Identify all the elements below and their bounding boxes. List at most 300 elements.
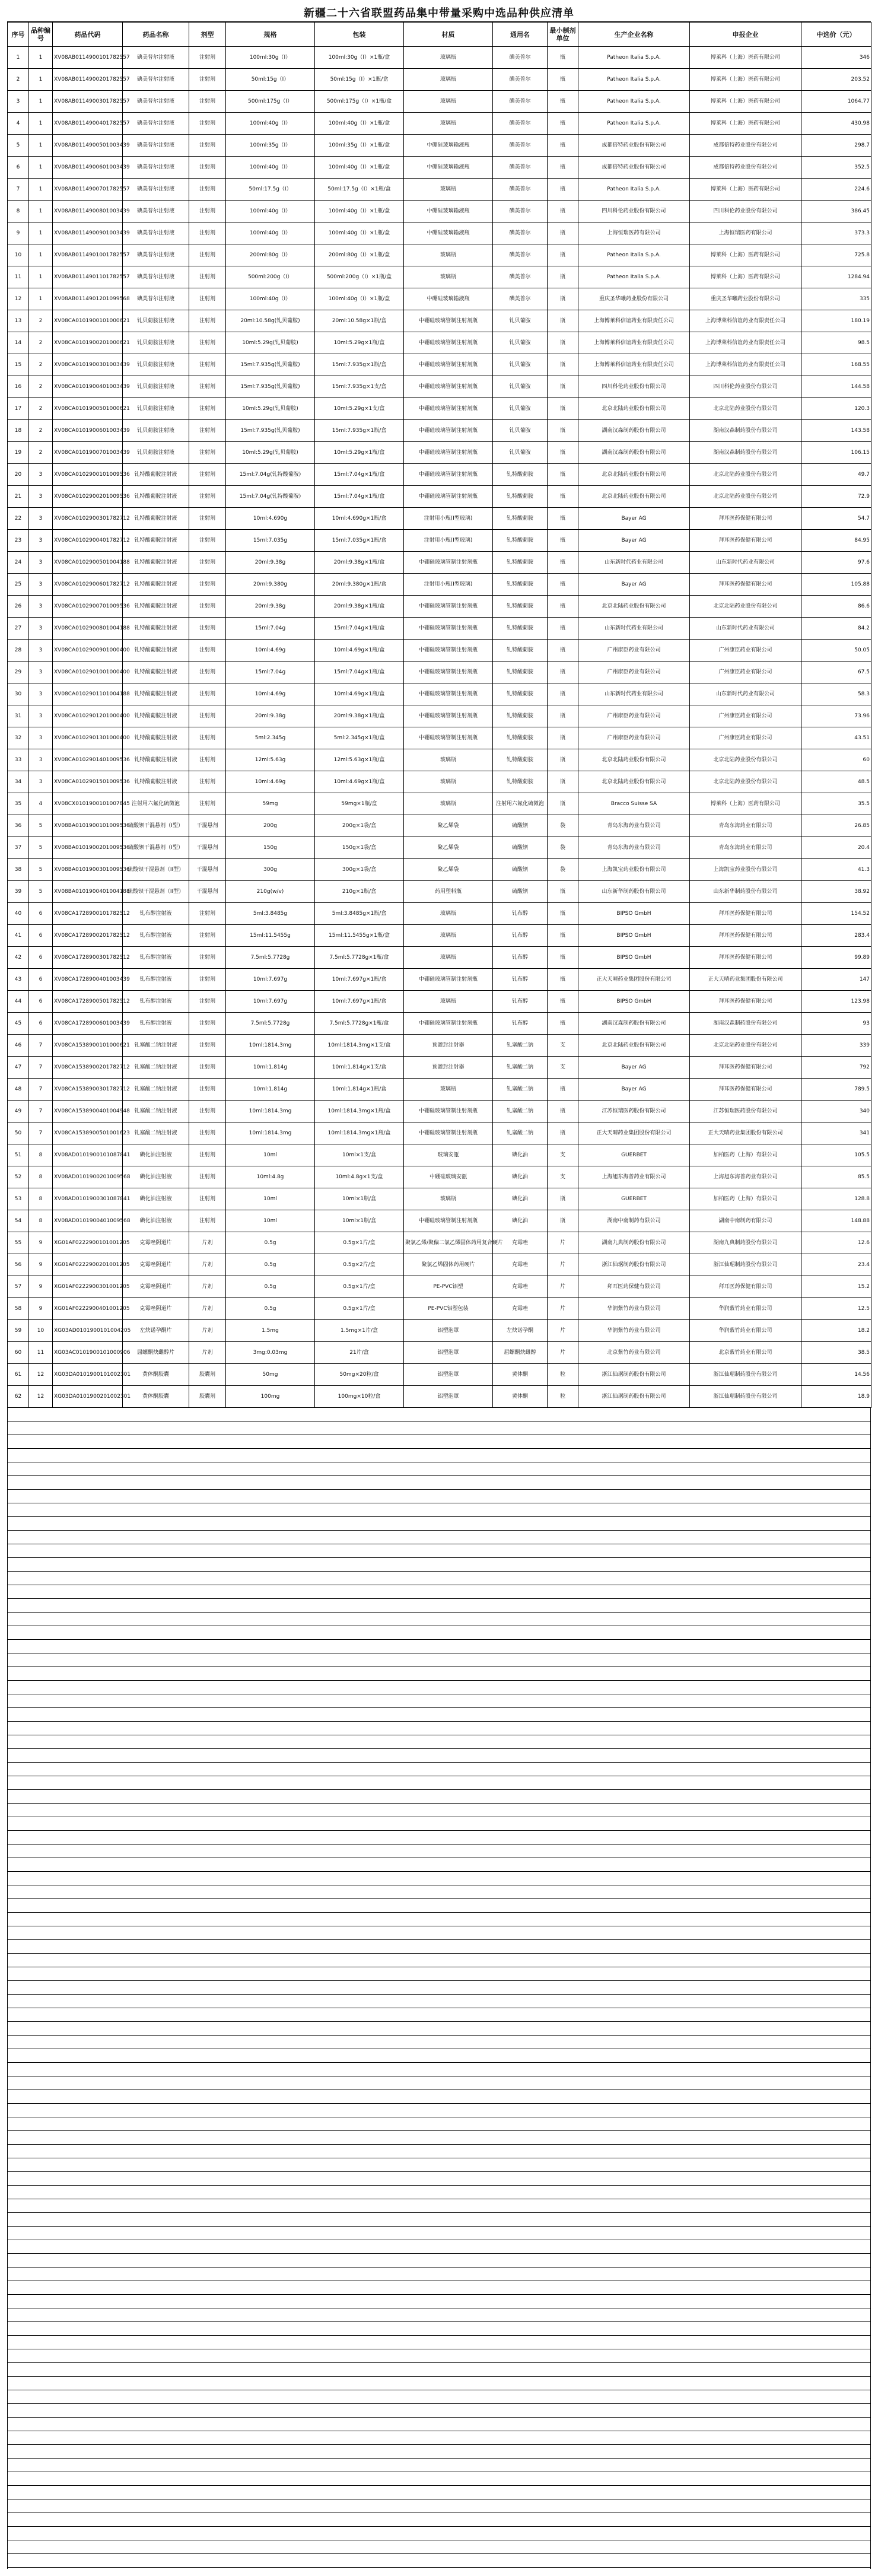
cell-generic-name: 钆贝葡胺	[493, 398, 548, 420]
cell-specification: 10ml	[226, 1144, 315, 1166]
cell-price: 18.9	[801, 1386, 871, 1408]
cell-price: 283.4	[801, 925, 871, 947]
cell-drug-name: 钆特酸葡胺注射液	[123, 508, 189, 530]
cell-drug-name: 钆贝葡胺注射液	[123, 354, 189, 376]
cell-material: 玻璃瓶	[404, 793, 493, 815]
cell-min-unit: 瓶	[548, 947, 578, 969]
cell-dosage-form: 注射剂	[189, 91, 226, 113]
cell-index: 55	[8, 1232, 29, 1254]
cell-price: 792	[801, 1057, 871, 1079]
cell-dosage-form: 注射剂	[189, 354, 226, 376]
cell-variety-no: 8	[29, 1166, 53, 1188]
cell-material: 玻璃瓶	[404, 91, 493, 113]
cell-price: 97.6	[801, 552, 871, 574]
cell-package: 10ml×1瓶/盒	[315, 1188, 404, 1210]
cell-manufacturer: Patheon Italia S.p.A.	[578, 266, 690, 288]
header-generic-name: 通用名	[493, 23, 548, 47]
cell-price: 41.3	[801, 859, 871, 881]
cell-index: 6	[8, 157, 29, 179]
cell-manufacturer: Bayer AG	[578, 1079, 690, 1101]
cell-min-unit: 瓶	[548, 662, 578, 683]
table-row	[8, 837, 871, 859]
cell-generic-name: 碘美普尔	[493, 222, 548, 244]
cell-manufacturer: Patheon Italia S.p.A.	[578, 244, 690, 266]
cell-manufacturer: 湖南汉森制药股份有限公司	[578, 1013, 690, 1035]
cell-package: 7.5ml:5.7728g×1瓶/盒	[315, 947, 404, 969]
cell-dosage-form: 注射剂	[189, 771, 226, 793]
cell-min-unit: 瓶	[548, 925, 578, 947]
cell-applicant: 山东新时代药业有限公司	[690, 552, 801, 574]
table-row	[8, 376, 871, 398]
cell-manufacturer: 北京北陆药业股份有限公司	[578, 749, 690, 771]
cell-applicant: 四川科伦药业股份有限公司	[690, 201, 801, 222]
cell-drug-name: 碘美普尔注射液	[123, 222, 189, 244]
table-row	[8, 310, 871, 332]
cell-package: 10ml:4.690g×1瓶/盒	[315, 508, 404, 530]
cell-drug-code: XV08AB0114901001782557	[53, 244, 123, 266]
cell-dosage-form: 注射剂	[189, 1166, 226, 1188]
cell-package: 10ml:1.814g×1瓶/盒	[315, 1079, 404, 1101]
cell-specification: 100ml:40g（I）	[226, 113, 315, 135]
cell-specification: 15ml:11.5455g	[226, 925, 315, 947]
cell-generic-name: 钆特酸葡胺	[493, 662, 548, 683]
cell-drug-code: XG03AD0101900101004205	[53, 1320, 123, 1342]
table-row	[8, 1320, 871, 1342]
cell-manufacturer: 上海凯宝药业股份有限公司	[578, 859, 690, 881]
cell-specification: 3mg:0.03mg	[226, 1342, 315, 1364]
cell-dosage-form: 干混悬剂	[189, 837, 226, 859]
cell-drug-name: 钆贝葡胺注射液	[123, 442, 189, 464]
cell-drug-code: XV08CA0102900401782712	[53, 530, 123, 552]
cell-specification: 10ml:5.29g(钆贝葡胺)	[226, 442, 315, 464]
table-row	[8, 201, 871, 222]
cell-material: 中硼硅玻璃管制注射剂瓶	[404, 464, 493, 486]
cell-variety-no: 7	[29, 1122, 53, 1144]
cell-package: 15ml:7.935g×1瓶/盒	[315, 420, 404, 442]
cell-applicant: 博莱科（上海）医药有限公司	[690, 244, 801, 266]
cell-dosage-form: 注射剂	[189, 1188, 226, 1210]
cell-specification: 0.5g	[226, 1276, 315, 1298]
cell-applicant: 山东新时代药业有限公司	[690, 618, 801, 640]
cell-generic-name: 钆塞酸二钠	[493, 1057, 548, 1079]
cell-package: 10ml:4.69g×1瓶/盒	[315, 683, 404, 705]
cell-min-unit: 瓶	[548, 266, 578, 288]
cell-manufacturer: 华润紫竹药业有限公司	[578, 1298, 690, 1320]
cell-drug-name: 碘美普尔注射液	[123, 266, 189, 288]
cell-min-unit: 支	[548, 1035, 578, 1057]
cell-applicant: 青岛东海药业有限公司	[690, 815, 801, 837]
cell-specification: 50ml:17.5g（I）	[226, 179, 315, 201]
table-row	[8, 1386, 871, 1408]
header-applicant: 申报企业	[690, 23, 801, 47]
cell-drug-code: XV08CA0102901301000400	[53, 727, 123, 749]
cell-index: 7	[8, 179, 29, 201]
cell-generic-name: 碘化油	[493, 1166, 548, 1188]
cell-min-unit: 瓶	[548, 398, 578, 420]
cell-dosage-form: 注射剂	[189, 947, 226, 969]
cell-index: 1	[8, 47, 29, 69]
cell-dosage-form: 干混悬剂	[189, 815, 226, 837]
cell-package: 20ml:9.380g×1瓶/盒	[315, 574, 404, 596]
cell-generic-name: 钆贝葡胺	[493, 332, 548, 354]
cell-material: 玻璃瓶	[404, 179, 493, 201]
table-row	[8, 640, 871, 662]
cell-price: 430.98	[801, 113, 871, 135]
cell-drug-name: 碘美普尔注射液	[123, 157, 189, 179]
cell-variety-no: 9	[29, 1232, 53, 1254]
cell-drug-code: XV08CA0101900601003439	[53, 420, 123, 442]
cell-specification: 10ml:1814.3mg	[226, 1035, 315, 1057]
cell-min-unit: 瓶	[548, 376, 578, 398]
cell-specification: 10ml:1814.3mg	[226, 1101, 315, 1122]
cell-index: 10	[8, 244, 29, 266]
cell-index: 49	[8, 1101, 29, 1122]
cell-specification: 7.5ml:5.7728g	[226, 1013, 315, 1035]
cell-min-unit: 瓶	[548, 332, 578, 354]
cell-specification: 10ml:1.814g	[226, 1057, 315, 1079]
cell-generic-name: 钆布醇	[493, 991, 548, 1013]
cell-applicant: 青岛东海药业有限公司	[690, 837, 801, 859]
cell-specification: 200ml:80g（I）	[226, 244, 315, 266]
cell-drug-code: XV08CA0102900101009536	[53, 464, 123, 486]
cell-min-unit: 瓶	[548, 596, 578, 618]
cell-package: 15ml:7.935g×1瓶/盒	[315, 354, 404, 376]
cell-specification: 100ml:35g（I）	[226, 135, 315, 157]
cell-min-unit: 瓶	[548, 1013, 578, 1035]
cell-material: 聚乙烯袋	[404, 815, 493, 837]
cell-generic-name: 钆特酸葡胺	[493, 771, 548, 793]
cell-min-unit: 瓶	[548, 113, 578, 135]
cell-package: 10ml:1814.3mg×1瓶/盒	[315, 1101, 404, 1122]
cell-drug-name: 碘美普尔注射液	[123, 288, 189, 310]
cell-generic-name: 碘美普尔	[493, 91, 548, 113]
cell-variety-no: 1	[29, 179, 53, 201]
cell-package: 100ml:40g（I）×1瓶/盒	[315, 113, 404, 135]
cell-package: 20ml:10.58g×1瓶/盒	[315, 310, 404, 332]
cell-package: 15ml:7.035g×1瓶/盒	[315, 530, 404, 552]
cell-dosage-form: 片剂	[189, 1342, 226, 1364]
cell-min-unit: 瓶	[548, 69, 578, 91]
cell-variety-no: 12	[29, 1386, 53, 1408]
cell-generic-name: 硫酸钡	[493, 859, 548, 881]
cell-manufacturer: 广州康臣药业有限公司	[578, 727, 690, 749]
cell-variety-no: 7	[29, 1035, 53, 1057]
cell-applicant: 正大天晴药业集团股份有限公司	[690, 969, 801, 991]
cell-manufacturer: 北京北陆药业股份有限公司	[578, 771, 690, 793]
cell-applicant: 拜耳医药保健有限公司	[690, 1276, 801, 1298]
cell-applicant: 加柏医药（上海）有限公司	[690, 1188, 801, 1210]
cell-drug-name: 碘化油注射液	[123, 1144, 189, 1166]
cell-price: 54.7	[801, 508, 871, 530]
cell-min-unit: 瓶	[548, 288, 578, 310]
cell-applicant: 四川科伦药业股份有限公司	[690, 376, 801, 398]
cell-applicant: 广州康臣药业有限公司	[690, 662, 801, 683]
cell-price: 12.6	[801, 1232, 871, 1254]
table-row	[8, 903, 871, 925]
cell-drug-code: XV08CA0102900301782712	[53, 508, 123, 530]
cell-package: 500ml:200g（I）×1瓶/盒	[315, 266, 404, 288]
cell-drug-code: XV08CA0101900201000621	[53, 332, 123, 354]
cell-material: 中硼硅玻璃管制注射剂瓶	[404, 1101, 493, 1122]
cell-package: 59mg×1瓶/盒	[315, 793, 404, 815]
cell-drug-code: XG03AC0101900101000906	[53, 1342, 123, 1364]
table-row	[8, 244, 871, 266]
cell-drug-name: 碘化油注射液	[123, 1188, 189, 1210]
cell-index: 26	[8, 596, 29, 618]
cell-price: 352.5	[801, 157, 871, 179]
cell-drug-code: XV08CA1538900101000621	[53, 1035, 123, 1057]
cell-price: 346	[801, 47, 871, 69]
cell-applicant: 上海博莱科信谊药业有限责任公司	[690, 332, 801, 354]
header-min-unit: 最小制剂单位	[548, 23, 578, 47]
cell-package: 10ml:5.29g×1支/盒	[315, 398, 404, 420]
cell-drug-code: XV08CA0102900601782712	[53, 574, 123, 596]
cell-min-unit: 瓶	[548, 244, 578, 266]
cell-min-unit: 瓶	[548, 222, 578, 244]
cell-generic-name: 钆特酸葡胺	[493, 464, 548, 486]
table-row	[8, 683, 871, 705]
cell-price: 60	[801, 749, 871, 771]
table-row	[8, 1210, 871, 1232]
cell-dosage-form: 注射剂	[189, 552, 226, 574]
cell-applicant: 加柏医药（上海）有限公司	[690, 1144, 801, 1166]
cell-min-unit: 支	[548, 1057, 578, 1079]
cell-material: 玻璃瓶	[404, 1079, 493, 1101]
cell-material: 中硼硅玻璃管制注射剂瓶	[404, 705, 493, 727]
cell-generic-name: 钆特酸葡胺	[493, 574, 548, 596]
cell-manufacturer: 上海旭东海普药业有限公司	[578, 1166, 690, 1188]
cell-index: 15	[8, 354, 29, 376]
cell-price: 1064.77	[801, 91, 871, 113]
cell-manufacturer: Bayer AG	[578, 508, 690, 530]
cell-manufacturer: 正大天晴药业集团股份有限公司	[578, 969, 690, 991]
cell-price: 105.88	[801, 574, 871, 596]
cell-manufacturer: 江苏恒瑞医药股份有限公司	[578, 1101, 690, 1122]
cell-price: 73.96	[801, 705, 871, 727]
cell-generic-name: 碘美普尔	[493, 113, 548, 135]
table-row	[8, 1101, 871, 1122]
cell-price: 98.5	[801, 332, 871, 354]
table-row	[8, 288, 871, 310]
cell-package: 15ml:7.04g×1瓶/盒	[315, 464, 404, 486]
cell-index: 5	[8, 135, 29, 157]
cell-index: 20	[8, 464, 29, 486]
cell-specification: 500ml:175g（I）	[226, 91, 315, 113]
table-row	[8, 1254, 871, 1276]
cell-generic-name: 钆布醇	[493, 969, 548, 991]
cell-dosage-form: 片剂	[189, 1254, 226, 1276]
cell-drug-name: 钆布醇注射液	[123, 969, 189, 991]
cell-package: 100ml:40g（I）×1瓶/盒	[315, 201, 404, 222]
cell-manufacturer: 北京北陆药业股份有限公司	[578, 486, 690, 508]
cell-material: 玻璃瓶	[404, 903, 493, 925]
cell-drug-name: 硫酸钡干混悬剂（II型）	[123, 881, 189, 903]
cell-index: 9	[8, 222, 29, 244]
cell-generic-name: 碘化油	[493, 1188, 548, 1210]
cell-variety-no: 2	[29, 442, 53, 464]
cell-drug-name: 钆塞酸二钠注射液	[123, 1035, 189, 1057]
cell-dosage-form: 片剂	[189, 1276, 226, 1298]
cell-material: 中硼硅玻璃管制注射剂瓶	[404, 376, 493, 398]
cell-variety-no: 8	[29, 1144, 53, 1166]
header-package: 包装	[315, 23, 404, 47]
table-row	[8, 662, 871, 683]
cell-manufacturer: 北京北陆药业股份有限公司	[578, 1035, 690, 1057]
cell-drug-code: XV08AB0114900701782557	[53, 179, 123, 201]
cell-index: 58	[8, 1298, 29, 1320]
cell-price: 106.15	[801, 442, 871, 464]
cell-generic-name: 钆布醇	[493, 1013, 548, 1035]
cell-variety-no: 3	[29, 640, 53, 662]
cell-material: 中硼硅玻璃管制注射剂瓶	[404, 727, 493, 749]
cell-applicant: 山东新华制药股份有限公司	[690, 881, 801, 903]
cell-variety-no: 3	[29, 749, 53, 771]
cell-dosage-form: 注射剂	[189, 113, 226, 135]
cell-drug-name: 克霉唑阴道片	[123, 1298, 189, 1320]
cell-variety-no: 1	[29, 244, 53, 266]
cell-generic-name: 克霉唑	[493, 1298, 548, 1320]
cell-specification: 12ml:5.63g	[226, 749, 315, 771]
cell-drug-name: 碘美普尔注射液	[123, 69, 189, 91]
cell-material: 中硼硅玻璃输液瓶	[404, 135, 493, 157]
cell-price: 180.19	[801, 310, 871, 332]
cell-price: 224.6	[801, 179, 871, 201]
cell-price: 26.85	[801, 815, 871, 837]
cell-drug-name: 钆特酸葡胺注射液	[123, 552, 189, 574]
cell-index: 29	[8, 662, 29, 683]
cell-material: 铝塑泡罩	[404, 1364, 493, 1386]
cell-index: 39	[8, 881, 29, 903]
cell-dosage-form: 注射剂	[189, 969, 226, 991]
cell-min-unit: 粒	[548, 1364, 578, 1386]
cell-specification: 20ml:9.38g	[226, 596, 315, 618]
cell-applicant: 浙江仙琚制药股份有限公司	[690, 1364, 801, 1386]
cell-variety-no: 3	[29, 618, 53, 640]
cell-drug-code: XV08CA0102901201000400	[53, 705, 123, 727]
cell-index: 46	[8, 1035, 29, 1057]
cell-min-unit: 瓶	[548, 135, 578, 157]
table-row	[8, 1144, 871, 1166]
cell-generic-name: 碘美普尔	[493, 135, 548, 157]
cell-package: 10ml:1.814g×1支/盒	[315, 1057, 404, 1079]
cell-applicant: 北京紫竹药业有限公司	[690, 1342, 801, 1364]
cell-material: 中硼硅玻璃输液瓶	[404, 222, 493, 244]
cell-drug-code: XV08CA0101900301003439	[53, 354, 123, 376]
cell-index: 31	[8, 705, 29, 727]
cell-drug-code: XV08CA1728900301782512	[53, 947, 123, 969]
cell-price: 93	[801, 1013, 871, 1035]
cell-index: 23	[8, 530, 29, 552]
cell-dosage-form: 注射剂	[189, 464, 226, 486]
cell-variety-no: 6	[29, 969, 53, 991]
cell-drug-name: 钆特酸葡胺注射液	[123, 530, 189, 552]
cell-variety-no: 9	[29, 1254, 53, 1276]
cell-applicant: 北京北陆药业股份有限公司	[690, 1035, 801, 1057]
cell-drug-name: 钆布醇注射液	[123, 1013, 189, 1035]
cell-generic-name: 钆特酸葡胺	[493, 508, 548, 530]
cell-dosage-form: 注射剂	[189, 486, 226, 508]
cell-variety-no: 7	[29, 1079, 53, 1101]
cell-manufacturer: 浙江仙琚制药股份有限公司	[578, 1364, 690, 1386]
table-row	[8, 1364, 871, 1386]
cell-index: 13	[8, 310, 29, 332]
cell-applicant: 北京北陆药业股份有限公司	[690, 486, 801, 508]
table-row	[8, 1342, 871, 1364]
cell-manufacturer: 山东新华制药股份有限公司	[578, 881, 690, 903]
cell-min-unit: 片	[548, 1298, 578, 1320]
cell-price: 203.52	[801, 69, 871, 91]
cell-applicant: 成都倍特药业股份有限公司	[690, 157, 801, 179]
cell-index: 37	[8, 837, 29, 859]
cell-min-unit: 瓶	[548, 1188, 578, 1210]
cell-material: 聚乙烯袋	[404, 859, 493, 881]
cell-applicant: 博莱科（上海）医药有限公司	[690, 113, 801, 135]
cell-drug-name: 钆特酸葡胺注射液	[123, 618, 189, 640]
cell-drug-code: XG03DA0101900101002301	[53, 1364, 123, 1386]
cell-manufacturer: 拜耳医药保健有限公司	[578, 1276, 690, 1298]
cell-drug-code: XG01AF0222900101001205	[53, 1232, 123, 1254]
cell-index: 51	[8, 1144, 29, 1166]
cell-generic-name: 硫酸钡	[493, 815, 548, 837]
cell-specification: 7.5ml:5.7728g	[226, 947, 315, 969]
cell-index: 3	[8, 91, 29, 113]
cell-generic-name: 钆塞酸二钠	[493, 1035, 548, 1057]
cell-material: 中硼硅玻璃管制注射剂瓶	[404, 398, 493, 420]
cell-package: 7.5ml:5.7728g×1瓶/盒	[315, 1013, 404, 1035]
cell-generic-name: 硫酸钡	[493, 881, 548, 903]
cell-specification: 100ml:40g（I）	[226, 201, 315, 222]
table-row	[8, 793, 871, 815]
cell-material: 中硼硅玻璃输液瓶	[404, 288, 493, 310]
header-drug-code: 药品代码	[53, 23, 123, 47]
cell-min-unit: 瓶	[548, 442, 578, 464]
cell-price: 298.7	[801, 135, 871, 157]
cell-manufacturer: 山东新时代药业有限公司	[578, 552, 690, 574]
cell-variety-no: 1	[29, 266, 53, 288]
cell-price: 148.88	[801, 1210, 871, 1232]
cell-variety-no: 6	[29, 991, 53, 1013]
cell-drug-name: 碘美普尔注射液	[123, 47, 189, 69]
cell-specification: 15ml:7.04g	[226, 618, 315, 640]
cell-price: 789.5	[801, 1079, 871, 1101]
cell-price: 23.4	[801, 1254, 871, 1276]
cell-material: 玻璃瓶	[404, 991, 493, 1013]
cell-dosage-form: 注射剂	[189, 574, 226, 596]
cell-variety-no: 11	[29, 1342, 53, 1364]
cell-drug-code: XV08CA0102901401009536	[53, 749, 123, 771]
cell-manufacturer: BIPSO GmbH	[578, 925, 690, 947]
cell-material: 注射用小瓶(I型玻璃)	[404, 508, 493, 530]
cell-manufacturer: Bayer AG	[578, 574, 690, 596]
cell-dosage-form: 胶囊剂	[189, 1386, 226, 1408]
cell-variety-no: 1	[29, 113, 53, 135]
cell-material: 中硼硅玻璃管制注射剂瓶	[404, 969, 493, 991]
cell-specification: 10ml:1.814g	[226, 1079, 315, 1101]
cell-price: 143.58	[801, 420, 871, 442]
cell-specification: 15ml:7.035g	[226, 530, 315, 552]
cell-package: 100ml:30g（I）×1瓶/盒	[315, 47, 404, 69]
cell-generic-name: 钆特酸葡胺	[493, 530, 548, 552]
cell-min-unit: 瓶	[548, 574, 578, 596]
cell-index: 57	[8, 1276, 29, 1298]
cell-variety-no: 3	[29, 683, 53, 705]
cell-variety-no: 5	[29, 881, 53, 903]
cell-material: 铝塑泡罩	[404, 1320, 493, 1342]
cell-manufacturer: 广州康臣药业有限公司	[578, 640, 690, 662]
cell-variety-no: 1	[29, 201, 53, 222]
cell-package: 200ml:80g（I）×1瓶/盒	[315, 244, 404, 266]
cell-package: 15ml:7.04g×1瓶/盒	[315, 662, 404, 683]
